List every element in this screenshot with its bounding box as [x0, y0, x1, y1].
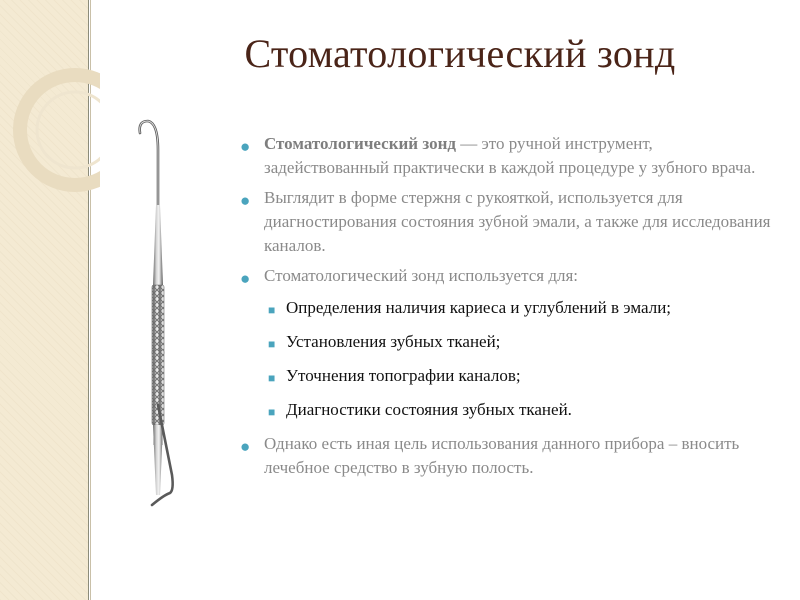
- bullet-appearance: [238, 186, 778, 258]
- bullet-text: Однако есть иная цель использования данного прибора – вносить лечебное средство в зубную полость.: [264, 434, 740, 477]
- bullet-dot-icon: ●: [240, 191, 251, 210]
- dental-probe-image: [130, 95, 200, 515]
- sub-bullet-text: Диагностики состояния зубных тканей.: [286, 400, 572, 419]
- decorative-circles: [0, 0, 100, 220]
- bullet-text: — это ручной инструмент, задействованный практически в каждой процедуре у зубного врача.: [264, 134, 756, 177]
- sub-bullet-square-icon: ■: [268, 303, 276, 317]
- bullet-term: Стоматологический зонд: [264, 134, 456, 153]
- sub-bullet-square-icon: ■: [268, 337, 276, 351]
- bullet-dot-icon: ●: [240, 137, 251, 156]
- bullet-dot-icon: ●: [240, 269, 251, 288]
- sub-bullet-text: Установления зубных тканей;: [286, 332, 501, 351]
- sub-bullet-topography: [238, 364, 778, 388]
- bullet-other-purpose: [238, 432, 778, 480]
- sub-bullet-diagnostics: [238, 398, 778, 422]
- sub-bullet-text: Уточнения топографии каналов;: [286, 366, 521, 385]
- bullet-usage-intro: [238, 264, 778, 288]
- bullet-definition: [238, 132, 778, 180]
- bullet-text: Выглядит в форме стержня с рукояткой, используется для диагностирования состояния зубной эмали, а также для исследования каналов.: [264, 188, 771, 255]
- bullet-text: Стоматологический зонд используется для:: [264, 266, 579, 285]
- sub-bullet-square-icon: ■: [268, 371, 276, 385]
- bullet-dot-icon: ●: [240, 437, 251, 456]
- slide-content: [238, 132, 778, 486]
- sub-bullet-caries: [238, 296, 778, 320]
- slide-title: Стоматологический зонд: [244, 31, 676, 76]
- sub-bullet-square-icon: ■: [268, 405, 276, 419]
- sub-bullet-text: Определения наличия кариеса и углублений в эмали;: [286, 298, 672, 317]
- sub-bullet-tissues: [238, 330, 778, 354]
- usage-sublist: [238, 296, 778, 422]
